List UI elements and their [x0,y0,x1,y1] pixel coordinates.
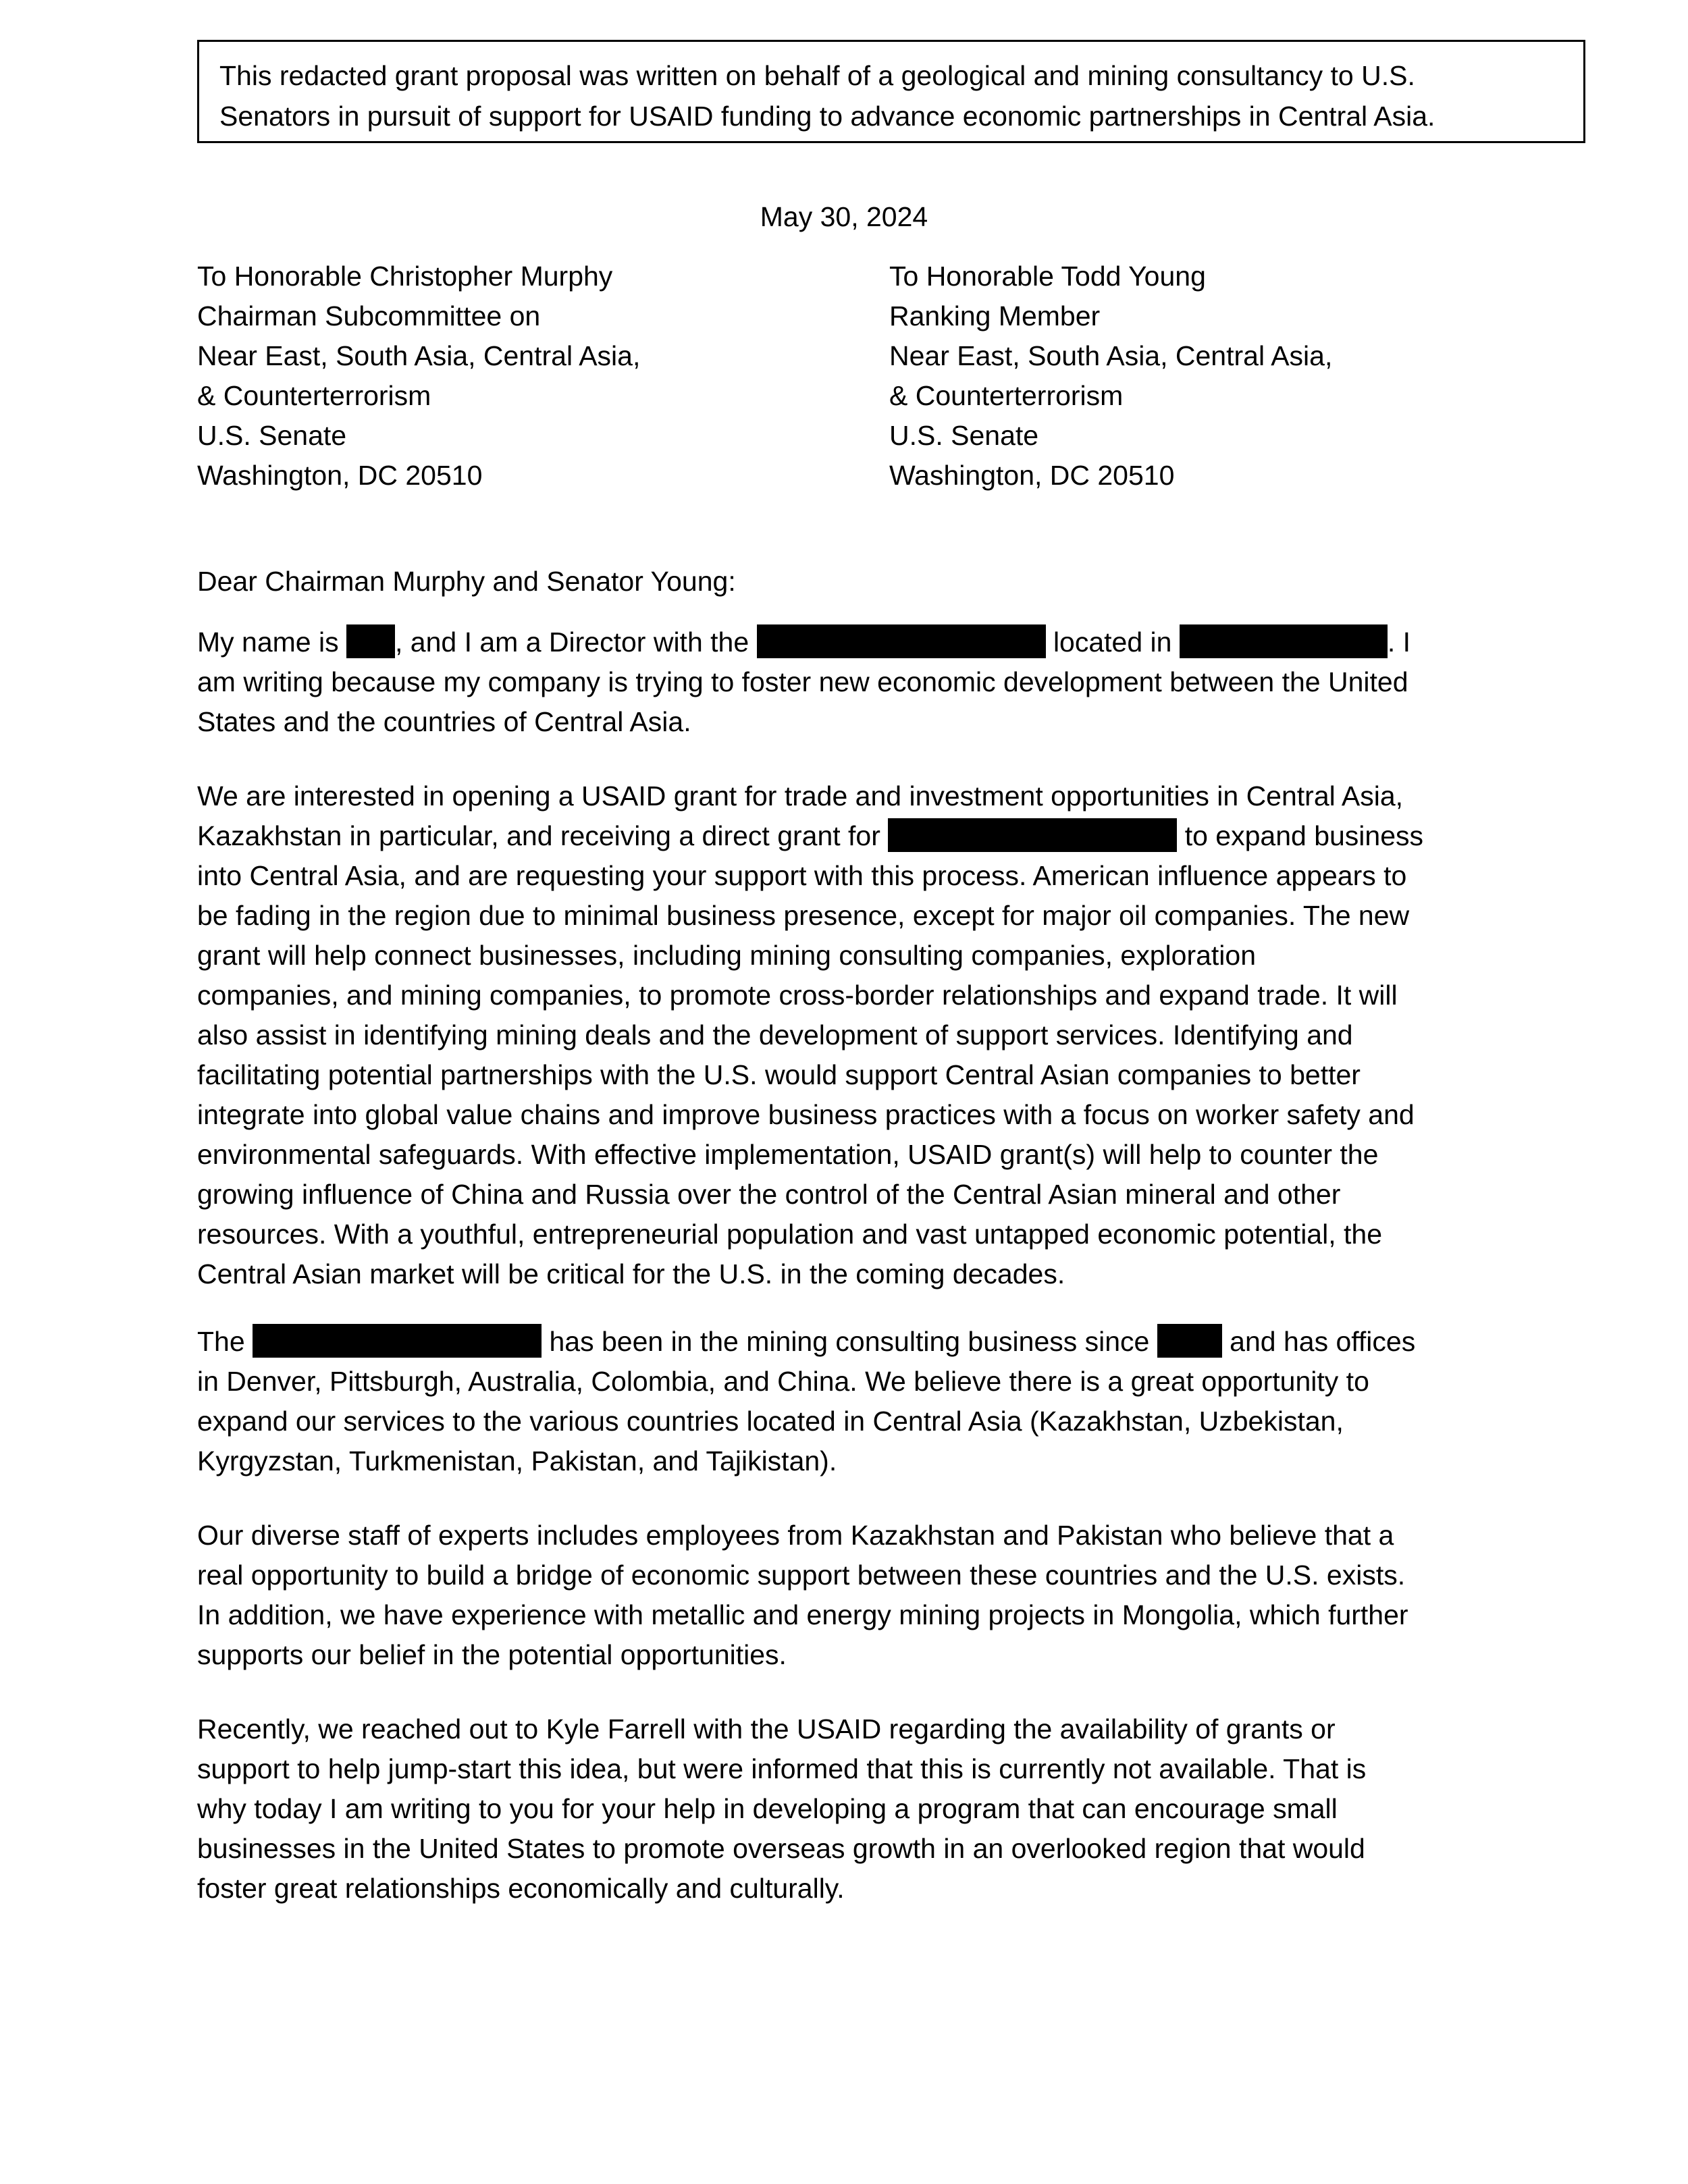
paragraph-line: resources. With a youthful, entrepreneurial population and vast untapped economic potential, the [197,1219,1382,1250]
paragraph-closing-request [197,1709,1500,1909]
paragraph-line: real opportunity to build a bridge of economic support between these countries and the U.S. exists. [197,1560,1406,1591]
redacted-location [1180,624,1388,658]
address-line: To Honorable Christopher Murphy [197,261,613,292]
redacted-company [253,1324,542,1358]
paragraph-company-background [197,1322,1500,1481]
text-segment: Kazakhstan in particular, and receiving a direct grant for [197,820,880,851]
paragraph-line: in Denver, Pittsburgh, Australia, Colombia, and China. We believe there is a great opportunity to [197,1366,1369,1397]
paragraph-line: grant will help connect businesses, including mining consulting companies, exploration [197,940,1257,971]
paragraph-line: also assist in identifying mining deals and the development of support services. Identifying and [197,1019,1353,1050]
paragraph-line: support to help jump-start this idea, but were informed that this is currently not available. That is [197,1753,1367,1784]
address-line: Ranking Member [889,300,1101,331]
paragraph-line: environmental safeguards. With effective implementation, USAID grant(s) will help to counter the [197,1139,1379,1170]
address-line: U.S. Senate [889,420,1039,451]
text-segment: . I [1387,627,1411,658]
letter-date: May 30, 2024 [760,201,928,232]
paragraph-grant-request [197,776,1500,1294]
address-line: U.S. Senate [197,420,347,451]
paragraph-line: In addition, we have experience with metallic and energy mining projects in Mongolia, which further [197,1599,1408,1630]
paragraph-line: integrate into global value chains and improve business practices with a focus on worker safety and [197,1099,1415,1130]
paragraph-line: Our diverse staff of experts includes employees from Kazakhstan and Pakistan who believe that a [197,1520,1394,1551]
recipient-address-murphy [197,257,640,496]
paragraph-staff-expertise [197,1516,1500,1675]
address-line: Washington, DC 20510 [889,460,1175,491]
note-line: Senators in pursuit of support for USAID funding to advance economic partnerships in Central Asia. [219,101,1435,132]
paragraph-line: companies, and mining companies, to promote cross-border relationships and expand trade. It will [197,980,1398,1011]
redaction-note-box [197,40,1585,143]
paragraph-line: businesses in the United States to promote overseas growth in an overlooked region that would [197,1833,1365,1864]
paragraph-line: am writing because my company is trying to foster new economic development between the United [197,666,1408,697]
paragraph-line [197,816,1500,856]
paragraph-line: why today I am writing to you for your help in developing a program that can encourage small [197,1793,1338,1824]
paragraph-line [197,1322,1500,1362]
salutation-line: Dear Chairman Murphy and Senator Young: [197,566,736,597]
address-line: Washington, DC 20510 [197,460,483,491]
redacted-name [346,624,395,658]
text-segment: The [197,1326,245,1357]
text-segment: My name is [197,627,339,658]
address-line: Near East, South Asia, Central Asia, [889,340,1333,371]
paragraph-line: into Central Asia, and are requesting your support with this process. American influence appears to [197,860,1407,891]
salutation [197,562,1500,602]
paragraph-line: Central Asian market will be critical for the U.S. in the coming decades. [197,1258,1065,1289]
paragraph-line: growing influence of China and Russia over the control of the Central Asian mineral and other [197,1179,1341,1210]
recipient-address-young [889,257,1332,496]
address-line: Chairman Subcommittee on [197,300,541,331]
redacted-company [757,624,1046,658]
address-line: To Honorable Todd Young [889,261,1206,292]
paragraph-line: foster great relationships economically and culturally. [197,1873,845,1904]
paragraph-line: We are interested in opening a USAID grant for trade and investment opportunities in Central Asia, [197,780,1404,811]
redacted-company [888,818,1177,852]
paragraph-line: be fading in the region due to minimal business presence, except for major oil companies. The new [197,900,1410,931]
note-line: This redacted grant proposal was written on behalf of a geological and mining consultancy to U.S. [219,60,1415,91]
paragraph-line: supports our belief in the potential opportunities. [197,1639,787,1670]
text-segment: has been in the mining consulting business since [549,1326,1150,1357]
paragraph-line: Kyrgyzstan, Turkmenistan, Pakistan, and Tajikistan). [197,1445,837,1476]
text-segment: to expand business [1184,820,1424,851]
redacted-year [1157,1324,1222,1358]
paragraph-line: States and the countries of Central Asia. [197,706,691,737]
text-segment: and has offices [1230,1326,1416,1357]
paragraph-introduction [197,622,1500,742]
address-line: & Counterterrorism [889,380,1124,411]
paragraph-line: facilitating potential partnerships with the U.S. would support Central Asian companies to better [197,1059,1361,1090]
paragraph-line [197,622,1500,662]
text-segment: , and I am a Director with the [395,627,749,658]
text-segment: located in [1053,627,1172,658]
paragraph-line: expand our services to the various countries located in Central Asia (Kazakhstan, Uzbekistan, [197,1406,1344,1437]
paragraph-line: Recently, we reached out to Kyle Farrell with the USAID regarding the availability of grants or [197,1713,1336,1744]
address-line: Near East, South Asia, Central Asia, [197,340,641,371]
address-line: & Counterterrorism [197,380,431,411]
